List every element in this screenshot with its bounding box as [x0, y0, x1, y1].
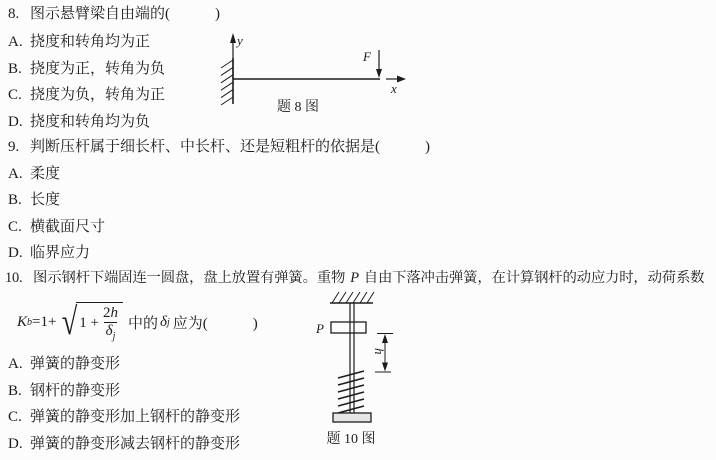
question-9-stem: 9. 判断压杆属于细长杆、中长杆、还是短粗杆的依据是( ) [8, 139, 430, 155]
bottom-disc-plate [333, 413, 371, 422]
question-9-option-d: D. 临界应力 [8, 245, 91, 261]
fraction-2h-over-delta-j: $\frac{2h}{\delta_j}$ [103, 304, 119, 342]
x-axis [386, 76, 406, 97]
question-9-option-c: C. 横截面尺寸 [8, 219, 106, 235]
figure-8-caption: 题 8 图 [277, 100, 319, 115]
question-10-option-c: C. 弹簧的静变形加上钢杆的静变形 [8, 409, 241, 425]
question-9-option-b: B. 长度 [8, 192, 61, 208]
question-9-number: 9. [8, 139, 20, 155]
fixed-wall-hatch [221, 60, 233, 105]
radical-sign: √ [62, 300, 78, 343]
question-9-option-a: A. 柔度 [8, 166, 61, 182]
force-F-label: F [363, 49, 371, 64]
spring-coil [338, 371, 364, 413]
q10-dynamic-load-factor-formula: K b =1+ √ 1 + $\frac{2h}{\delta_j}$ 中的 δ j 应为( ) [17, 300, 258, 343]
question-8-stem: 8. 图示悬臂梁自由端的( ) [8, 6, 220, 22]
weight-P-label: P [316, 321, 324, 336]
question-8-number: 8. [8, 6, 20, 22]
ceiling-support-hatch [332, 292, 374, 303]
radical: √ 1 + $\frac{2h}{\delta_j}$ [59, 302, 123, 343]
question-8-option-d: D. 挠度和转角均为负 [8, 114, 151, 130]
question-10-option-d: D. 弹簧的静变形减去钢杆的静变形 [8, 436, 241, 452]
force-F-arrow [362, 49, 382, 78]
y-axis [230, 33, 243, 79]
question-8-option-a: A. 挠度和转角均为正 [8, 34, 151, 50]
figure-10-rod-spring-diagram [300, 288, 420, 433]
steel-rod [350, 303, 354, 413]
question-10-option-b: B. 钢杆的静变形 [8, 383, 121, 399]
h-dimension-label: h [372, 348, 387, 355]
h-dimension [372, 334, 393, 373]
question-10-number: 10. [5, 270, 23, 286]
question-8-option-b: B. 挠度为正，转角为负 [8, 61, 166, 77]
y-axis-label: y [237, 33, 243, 48]
weight-P-inline: P [350, 270, 359, 286]
question-8-option-c: C. 挠度为负，转角为正 [8, 87, 166, 103]
question-10-stem: 10. 图示钢杆下端固连一圆盘，盘上放置有弹簧。重物 P 自由下落冲击弹簧，在计算钢杆的动应力时，动荷系数 [5, 270, 705, 286]
figure-10-caption: 题 10 图 [326, 432, 376, 447]
x-axis-label: x [391, 81, 397, 96]
question-10-option-a: A. 弹簧的静变形 [8, 356, 121, 372]
weight-P-block [331, 322, 366, 333]
